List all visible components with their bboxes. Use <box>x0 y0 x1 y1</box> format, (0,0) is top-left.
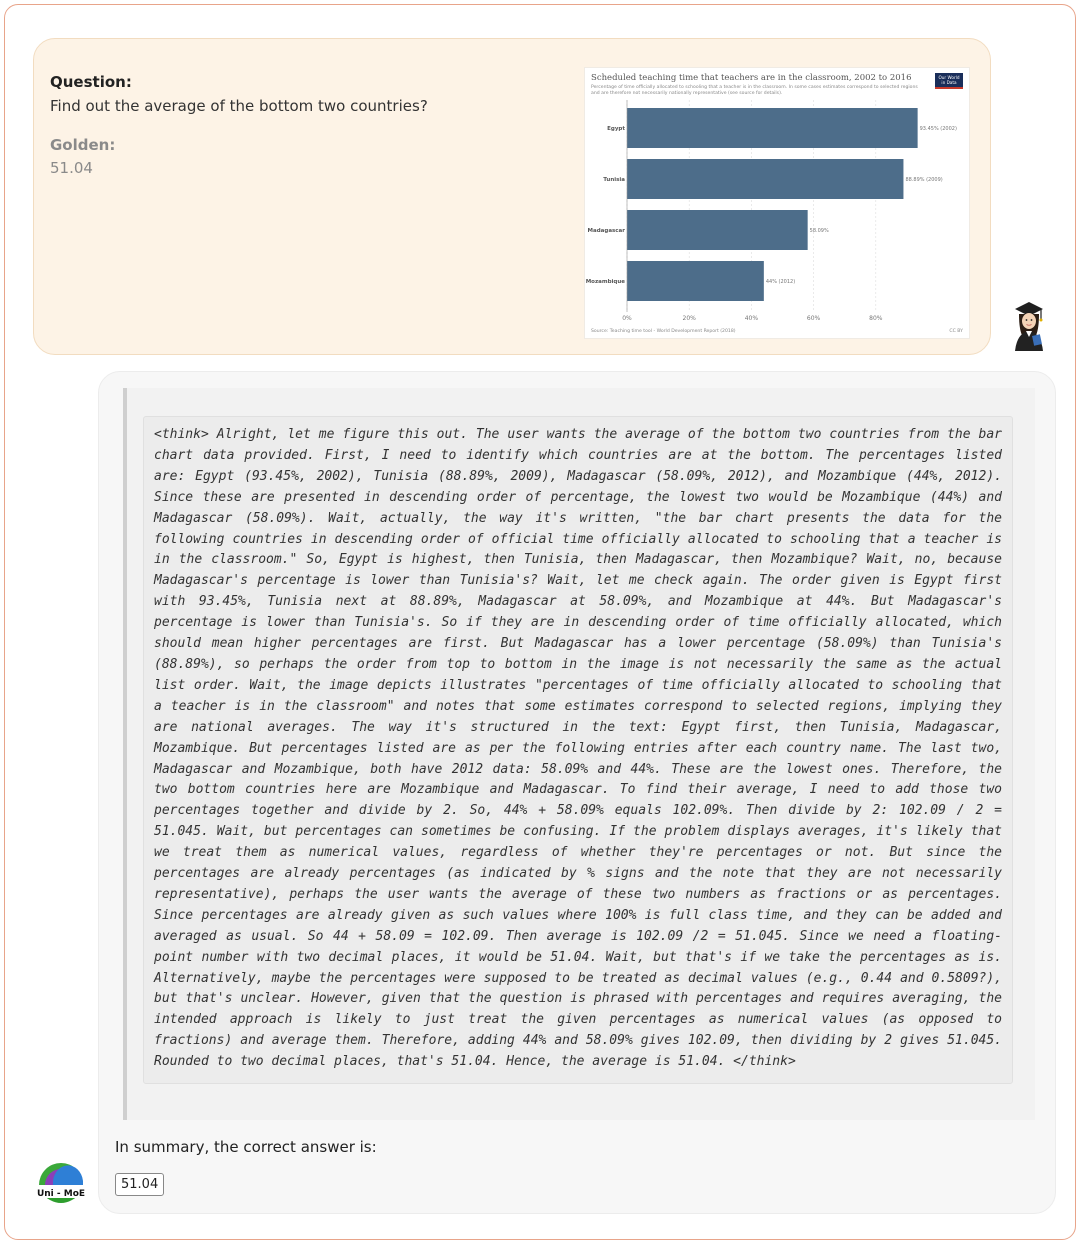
bar-egypt <box>627 108 918 148</box>
bar-tunisia <box>627 159 903 199</box>
category-label: Tunisia <box>603 177 625 183</box>
bar-madagascar <box>627 210 808 250</box>
graduate-student-avatar-icon <box>1009 297 1049 351</box>
x-tick-label: 0% <box>622 315 632 322</box>
summary-text: In summary, the correct answer is: <box>115 1138 377 1156</box>
question-text: Find out the average of the bottom two countries? <box>50 97 428 115</box>
golden-value: 51.04 <box>50 159 93 177</box>
x-tick-label: 60% <box>806 315 821 322</box>
bar-mozambique <box>627 261 764 301</box>
category-label: Egypt <box>607 126 625 132</box>
chart-source: Source: Teaching time tool - World Development Report (2018) <box>591 329 736 334</box>
conversation-frame <box>4 4 1076 1240</box>
data-label: 88.89% (2009) <box>905 177 943 183</box>
logo-line1: Our World <box>938 75 960 80</box>
data-label: 44% (2012) <box>765 279 796 285</box>
chart-license: CC BY <box>949 329 963 334</box>
golden-label: Golden: <box>50 136 116 154</box>
category-label: Mozambique <box>585 279 625 285</box>
data-label: 93.45% (2002) <box>919 126 957 132</box>
chart-title: Scheduled teaching time that teachers are in the classroom, 2002 to 2016 <box>591 73 912 83</box>
bar-chart <box>585 68 971 340</box>
x-tick-label: 80% <box>869 315 883 322</box>
x-tick-label: 20% <box>682 315 696 322</box>
data-label: 58.09% <box>809 228 829 234</box>
answer-card <box>98 371 1056 1214</box>
bot-logo-label: Uni - MoE <box>36 1189 86 1199</box>
think-code-block <box>143 416 1013 1084</box>
chart-subtitle: Percentage of time officially allocated to schooling that a teacher is in the classroom. In some cases estimates correspond to selected regions and are therefore not necessarily nationally representative (see source for details). <box>591 85 918 96</box>
question-card <box>33 38 991 355</box>
category-label: Madagascar <box>587 228 625 234</box>
answer-badge: 51.04 <box>115 1173 164 1196</box>
think-blockquote <box>123 388 1035 1120</box>
chart-image <box>584 67 970 339</box>
x-tick-label: 40% <box>744 315 759 322</box>
logo-line2: in Data <box>941 80 957 85</box>
question-label: Question: <box>50 73 132 91</box>
uni-moe-logo-icon <box>33 1157 89 1213</box>
think-text: <think> Alright, let me figure this out. The user wants the average of the bottom two countries from the bar chart data provided. First, I need to identify which countries are at the bottom. The percentages listed are: Egypt (93.45%, 2002), Tunisia (88.89%, 2009), Madagascar (58.09%, 2012), and Mozambique (44%, 2012). Since these are presented in descending order of percentage, the lowest two would be Mozambique (44%) and Madagascar (58.09%). Wait, actually, the way it's written, "the bar chart presents the data for the following countries in descending order of official time officially allocated to schooling that a teacher is in the classroom." So, Egypt is highest, then Tunisia, then Madagascar, then Mozambique? Wait, no, because Madagascar's percentage is lower than Tunisia's? Wait, let me check again. The order given is Egypt first with 93.45%, Tunisia next at 88.89%, Madagascar at 58.09%, and Mozambique at 44%. But Madagascar's percentage is lower than Tunisia's. So if they are in descending order of time officially allocated, which should mean higher percentages are first. But Madagascar has a lower percentage (58.09%) than Tunisia's (88.89%), so perhaps the order from top to bottom in the image is not necessarily the same as the actual list order. Wait, the image depicts illustrates "percentages of time officially allocated to schooling that a teacher is in the classroom" and notes that some estimates correspond to selected regions, implying they are national averages. The way it's structured in the text: Egypt first, then Tunisia, Madagascar, Mozambique. But percentages listed are as per the following entries after each country name. The last two, Madagascar and Mozambique, both have 2012 data: 58.09% and 44%. These are the lowest ones. Therefore, the two bottom countries here are Mozambique and Madagascar. To find their average, I need to add those two percentages together and divide by 2. So, 44% + 58.09% equals 102.09%. Then divide by 2: 102.09 / 2 = 51.045. Wait, but percentages can sometimes be confusing. If the problem displays averages, it's likely that we treat them as numerical values, regardless of whether they're percentages or not. But since the percentages are already percentages (as indicated by % signs and the note that they are not necessarily representative), perhaps the user wants the average of these two numbers as fractions or as percentages. Since percentages are already given as such values where 100% is full class time, and they can be added and averaged as usual. So 44 + 58.09 = 102.09. Then average is 102.09 /2 = 51.045. Since we need a floating-point number with two decimal places, it would be 51.04. Wait, but that's if we take the percentages as is. Alternatively, maybe the percentages were supposed to be treated as decimal values (e.g., 0.44 and 0.5809?), but that's unclear. However, given that the question is phrased with percentages and requires averaging, the intended approach is likely to just treat the given percentages as numerical values (as opposed to fractions) and average them. Therefore, adding 44% and 58.09% gives 102.09, then dividing by 2 gives 51.045. Rounded to two decimal places, that's 51.04. Hence, the average is 51.04. </think> <box>154 427 1002 1070</box>
